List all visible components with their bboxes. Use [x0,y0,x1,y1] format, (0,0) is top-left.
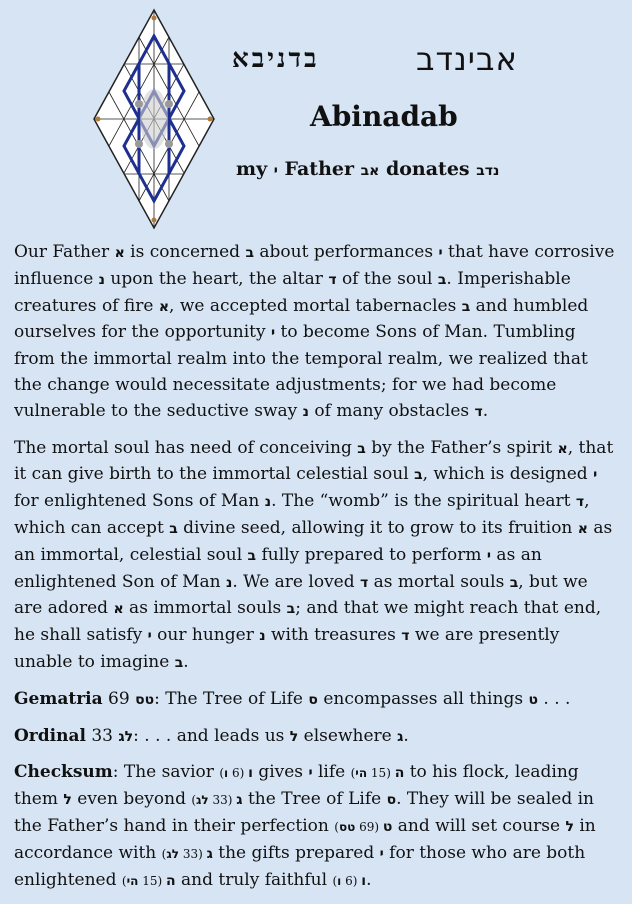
text-run: 69 [102,688,136,709]
text-run: . We are loved [232,571,361,592]
paleo-glyph: י [271,325,276,342]
text-run: : The savior [112,762,220,783]
text-run: (15 [138,873,166,888]
checksum-label: Checksum [14,762,113,783]
paleo-glyph: ו [224,766,229,781]
paragraph-1 [14,240,618,426]
text-run: (33 [208,793,237,808]
text-run: the Tree of Life [242,789,387,810]
paleo-glyph: ג [206,845,213,862]
paleo-glyph: ס [386,792,397,809]
gematria-paragraph [14,687,618,714]
paleo-glyph: ב [169,520,178,537]
paleo-glyph: ב [357,440,366,457]
paleo-glyph: א [114,245,125,261]
text-run: , but we are adored [14,571,588,619]
paleo-glyph: ד [474,403,483,420]
paleo-glyph: א [577,520,588,537]
paleo-glyph: ס [308,691,318,708]
text-run: Our Father [14,242,115,262]
text-run: is concerned [124,242,246,262]
meaning-word: Father [284,158,354,180]
text-run: of many obstacles [309,400,475,421]
paleo-glyph: ד [401,628,410,645]
text-run: of the soul [336,268,438,289]
paleo-glyph: ד [575,494,585,511]
text-run: ) [219,766,225,781]
paleo-glyph: ב [414,467,423,484]
text-run: The mortal soul has need of conceiving [14,437,358,458]
paleo-glyph: הי [126,873,139,888]
text-run: fully prepared to perform [256,544,487,565]
paleo-glyph: ב [174,654,184,671]
meaning-word: donates [385,158,470,180]
paleo-glyph: א [113,601,124,618]
paleo-glyph: י [147,628,152,645]
text-run: as mortal souls [368,571,510,592]
paleo-glyph: נדב [476,163,500,179]
text-run: upon the heart, the altar [105,268,329,289]
text-run: 33 [85,725,119,746]
text-run: ) [191,793,197,808]
paleo-glyph: ד [328,271,337,288]
text-run: ) [121,873,127,888]
paleo-glyph: ב [509,574,519,591]
paleo-glyph: נ [259,628,266,645]
text-run: by the Father’s spirit [365,437,558,458]
checksum-paragraph [14,760,618,894]
text-run: as an immortal, celestial soul [14,517,613,565]
paleo-glyph: טס [338,819,356,834]
paleo-glyph: לג [118,728,134,745]
text-run: elsewhere [298,725,398,746]
paleo-glyph: י [308,765,313,782]
ordinal-label: Ordinal [14,725,86,746]
paleo-glyph: ל [565,818,574,835]
paleo-glyph: י [379,845,384,862]
text-run: (6 [341,873,362,888]
paleo-glyph: ו [248,765,253,782]
paleo-glyph: לג [166,846,179,861]
text-run: that have corrosive influence [14,242,615,289]
paleo-glyph: ב [461,298,471,315]
paleo-glyph: ו [337,873,342,888]
text-run: our hunger [151,625,260,646]
text-run: divine seed, allowing it to grow to its fruition [177,517,578,538]
text-run: for those who are both enlightened [14,842,586,890]
meaning-word: my [236,158,268,180]
text-run: (15 [367,766,395,781]
text-run: ) [332,873,338,888]
paleo-hebrew-name: בדניבא [232,44,320,74]
paleo-glyph: ב [247,547,257,564]
text-run: . [366,869,372,890]
paragraph-2 [14,436,618,677]
paleo-glyph: הי [355,766,368,781]
text-run: about performances [254,242,439,262]
text-run: (69 [355,819,383,834]
paleo-glyph: ט [528,691,538,708]
text-run: as an enlightened Son of Man [14,544,542,592]
text-run: . [403,725,409,746]
paleo-glyph: א [557,440,568,457]
paleo-glyph: י [438,245,443,261]
text-run: , which is designed [422,464,594,485]
text-run: the gifts prepared [212,842,380,863]
paleo-glyph: ב [245,245,255,261]
paleo-glyph: נ [302,403,309,420]
text-run: . They will be sealed in the Father’s hand in their perfection [14,789,594,836]
text-run: and humbled ourselves for the opportunity [14,295,589,343]
paleo-glyph: ד [360,574,369,591]
paleo-glyph: י [273,163,278,179]
text-run: . The “womb” is the spiritual heart [271,491,576,512]
text-run: , we accepted mortal tabernacles [169,295,462,316]
text-run: even beyond [71,789,192,810]
text-run: , which can accept [14,491,590,538]
text-run: . [482,400,489,421]
commentary [14,240,618,904]
text-run: encompasses all things [317,688,529,709]
text-run: , that it can give birth to the immortal celestial soul [14,437,614,485]
paleo-glyph: א [158,298,170,315]
paleo-glyph: ה [165,872,176,889]
paleo-glyph: ג [236,792,243,809]
paleo-glyph: ל [289,728,299,745]
paleo-glyph: י [486,547,492,564]
paleo-glyph: ו [361,872,367,889]
text-run: to become Sons of Man. Tumbling from the immortal realm into the temporal realm, we realized that the change would necessitate adjustments; for we had become vulnerable to the seductive sway [14,322,588,421]
text-run: gives [252,762,309,783]
text-run: and truly faithful [175,869,333,890]
text-run: : The Tree of Life [154,688,309,709]
tree-of-life-diamond-icon [90,6,218,232]
paleo-glyph: ל [63,792,72,809]
text-run: ) [350,766,356,781]
text-run: ; and that we might reach that end, he shall satisfy [14,598,602,646]
paleo-glyph: אב [360,163,380,179]
text-run: ) [161,846,167,861]
text-run: (6 [228,766,249,781]
paleo-glyph: י [593,467,598,484]
paleo-glyph: לג [196,793,209,808]
paleo-glyph: נ [264,494,272,511]
gematria-label: Gematria [14,688,103,709]
text-run: and will set course [392,815,566,836]
text-run: we are presently unable to imagine [14,625,560,672]
paleo-glyph: ט [382,818,393,835]
text-run: ) [334,819,339,834]
text-run: life [312,762,351,783]
text-run: for enlightened Sons of Man [14,491,265,512]
text-run: . . . [537,688,571,709]
text-run: in accordance with [14,815,596,863]
text-run: : . . . and leads us [133,725,290,746]
text-run: . Imperishable creatures of fire [14,268,571,316]
paleo-glyph: נ [225,574,233,591]
paleo-glyph: ה [394,765,405,782]
text-run: . [183,651,189,672]
english-name: Abinadab [310,100,458,133]
text-run: as immortal souls [123,598,287,619]
ordinal-paragraph [14,724,618,751]
hebrew-name: אבינדב [416,40,518,78]
paleo-glyph: ב [286,601,296,618]
text-run: (33 [178,846,207,861]
paleo-glyph: נ [98,271,106,288]
paleo-glyph: ג [397,728,404,745]
paleo-glyph: ב [437,271,447,288]
header [0,0,632,236]
name-meaning [236,158,499,180]
paleo-glyph: טס [135,691,155,708]
text-run: to his flock, leading them [14,762,579,810]
text-run: with treasures [265,625,402,646]
